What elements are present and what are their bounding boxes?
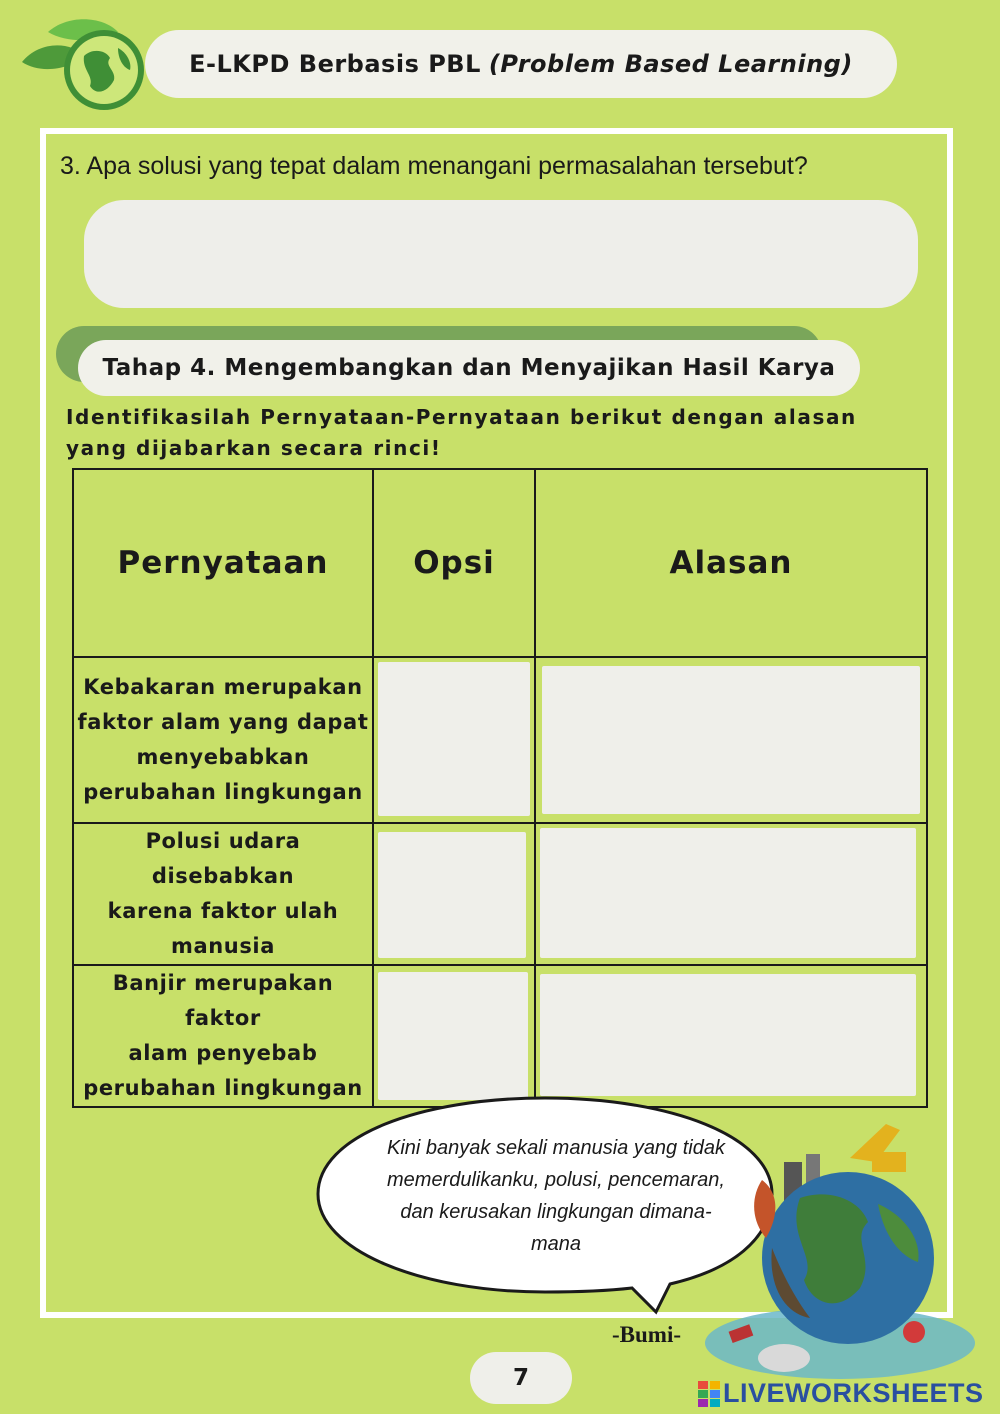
signature-text: -Bumi- (612, 1322, 681, 1347)
bubble-text (356, 1132, 756, 1260)
opsi-input[interactable] (378, 832, 526, 958)
alasan-cell (535, 657, 927, 823)
statement-line: Kebakaran merupakan (83, 675, 363, 699)
statement-line: alam penyebab (128, 1041, 318, 1065)
instruction-line: yang dijabarkan secara rinci! (66, 436, 442, 460)
alasan-input[interactable] (540, 974, 916, 1096)
table-row (73, 823, 927, 965)
header-title (145, 30, 897, 98)
alasan-cell (535, 965, 927, 1107)
statement-line: perubahan lingkungan (83, 1076, 363, 1100)
statement-line: manusia (170, 934, 276, 958)
opsi-cell (373, 657, 535, 823)
bubble-line: dan kerusakan lingkungan dimana- (400, 1201, 712, 1223)
solution-answer-input[interactable] (84, 200, 918, 308)
header-pernyataan: Pernyataan (73, 469, 373, 657)
table-row (73, 657, 927, 823)
liveworksheets-watermark (698, 1378, 984, 1409)
earth-leaf-logo-icon (18, 12, 148, 112)
question-text: 3. Apa solusi yang tepat dalam menangani permasalahan tersebut? (60, 152, 808, 180)
opsi-cell (373, 965, 535, 1107)
liveworksheets-logo-icon (698, 1381, 720, 1407)
bubble-line: mana (530, 1233, 582, 1255)
instruction-text (66, 402, 946, 464)
opsi-input[interactable] (378, 972, 528, 1100)
statement-line: Polusi udara disebabkan (145, 829, 301, 888)
bubble-line: Kini banyak sekali manusia yang tidak (387, 1137, 725, 1159)
statement-cell (73, 965, 373, 1107)
watermark-text: LIVEWORKSHEETS (723, 1378, 984, 1408)
statement-cell (73, 657, 373, 823)
statement-line: faktor alam yang dapat (77, 710, 369, 734)
bubble-line: memerdulikanku, polusi, pencemaran, (387, 1169, 725, 1191)
opsi-cell (373, 823, 535, 965)
header-title-plain: E-LKPD Berbasis PBL (189, 50, 481, 78)
table-header-row (73, 469, 927, 657)
header-alasan: Alasan (535, 469, 927, 657)
alasan-cell (535, 823, 927, 965)
statement-table (72, 468, 928, 1108)
statement-line: perubahan lingkungan (83, 780, 363, 804)
polluted-earth-illustration-icon (700, 1118, 980, 1388)
table-row (73, 965, 927, 1107)
stage-title: Tahap 4. Mengembangkan dan Menyajikan Hasil Karya (78, 340, 860, 396)
alasan-input[interactable] (540, 828, 916, 958)
statement-line: menyebabkan (136, 745, 310, 769)
alasan-input[interactable] (542, 666, 920, 814)
opsi-input[interactable] (378, 662, 530, 816)
statement-line: karena faktor ulah (107, 899, 339, 923)
header-opsi: Opsi (373, 469, 535, 657)
header-title-italic: (Problem Based Learning) (488, 50, 853, 78)
statement-line: Banjir merupakan faktor (112, 971, 334, 1030)
statement-cell (73, 823, 373, 965)
instruction-line: Identifikasilah Pernyataan-Pernyataan berikut dengan alasan (66, 405, 857, 429)
page-number: 7 (470, 1352, 572, 1404)
